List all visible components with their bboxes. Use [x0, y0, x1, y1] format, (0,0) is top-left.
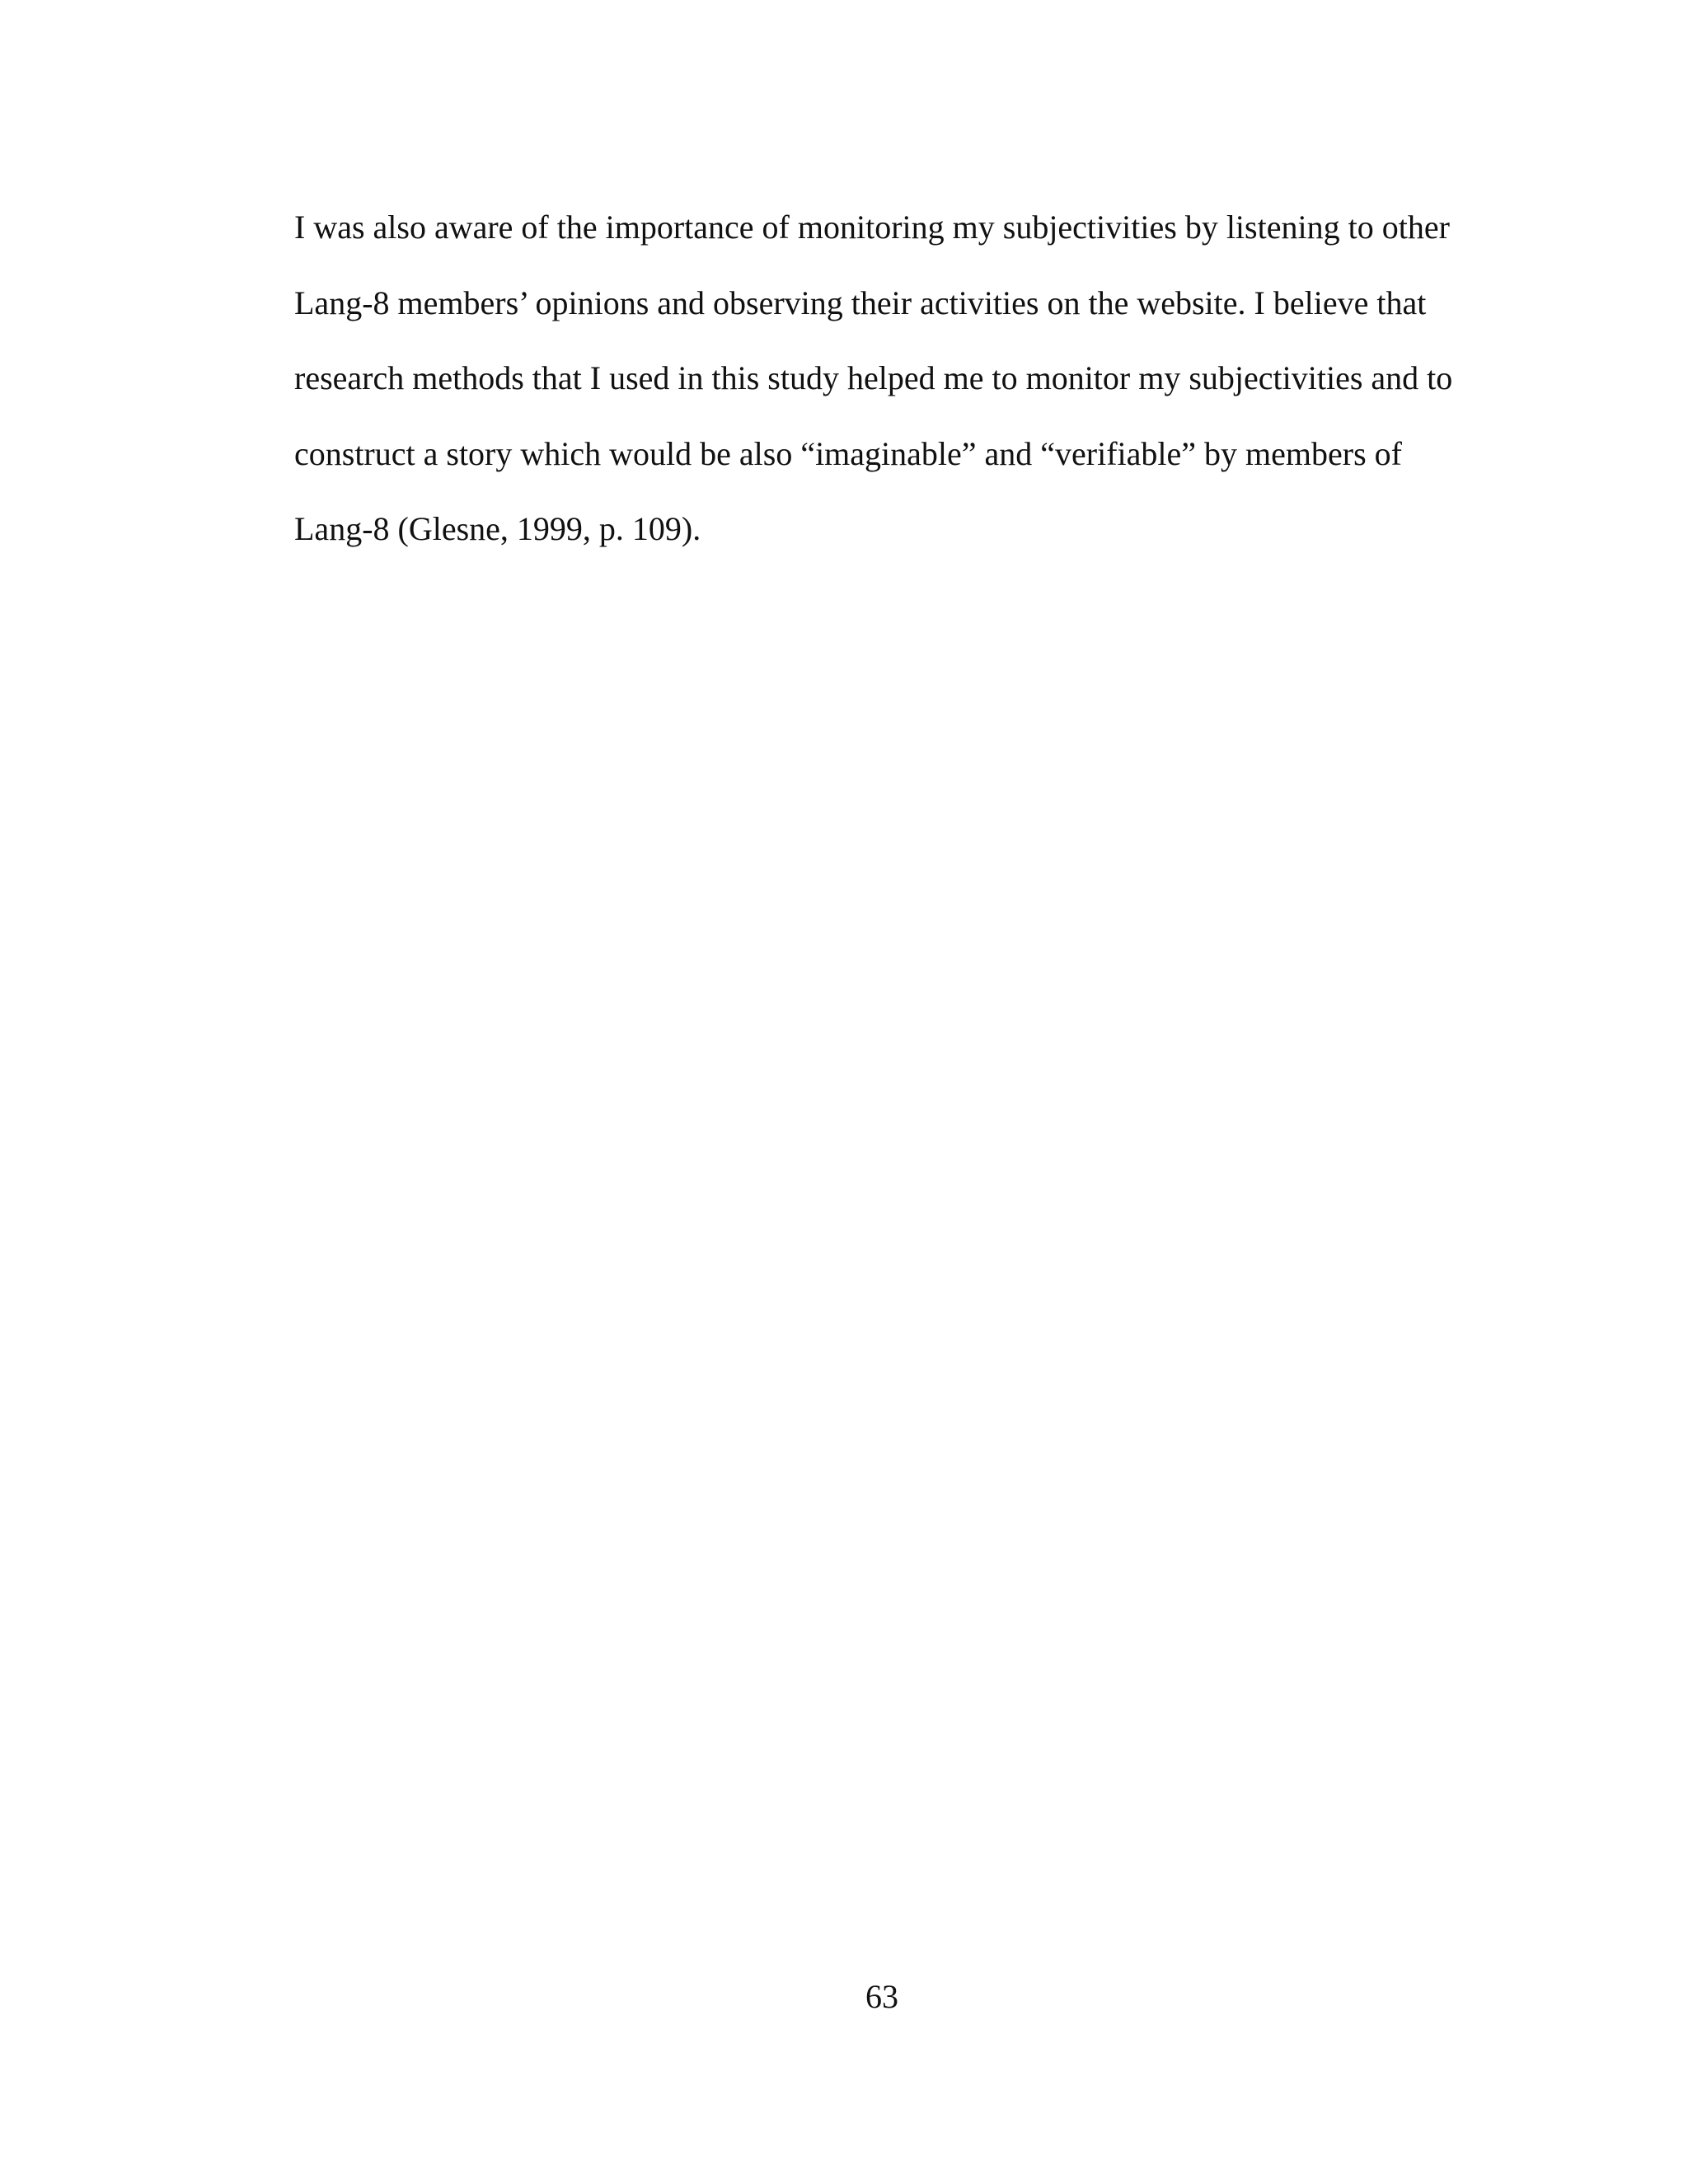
- paragraph-line: research methods that I used in this study helped me to monitor my subjectivities and to: [294, 359, 1453, 396]
- body-paragraph: [294, 190, 1489, 567]
- paragraph-line: Lang-8 members’ opinions and observing their activities on the website. I believe that: [294, 284, 1427, 321]
- paragraph-line: construct a story which would be also “imaginable” and “verifiable” by members of: [294, 434, 1402, 472]
- paragraph-line: I was also aware of the importance of monitoring my subjectivities by listening to other: [294, 209, 1450, 246]
- paragraph-line: Lang-8 (Glesne, 1999, p. 109).: [294, 510, 701, 547]
- page-number: 63: [865, 1978, 898, 2015]
